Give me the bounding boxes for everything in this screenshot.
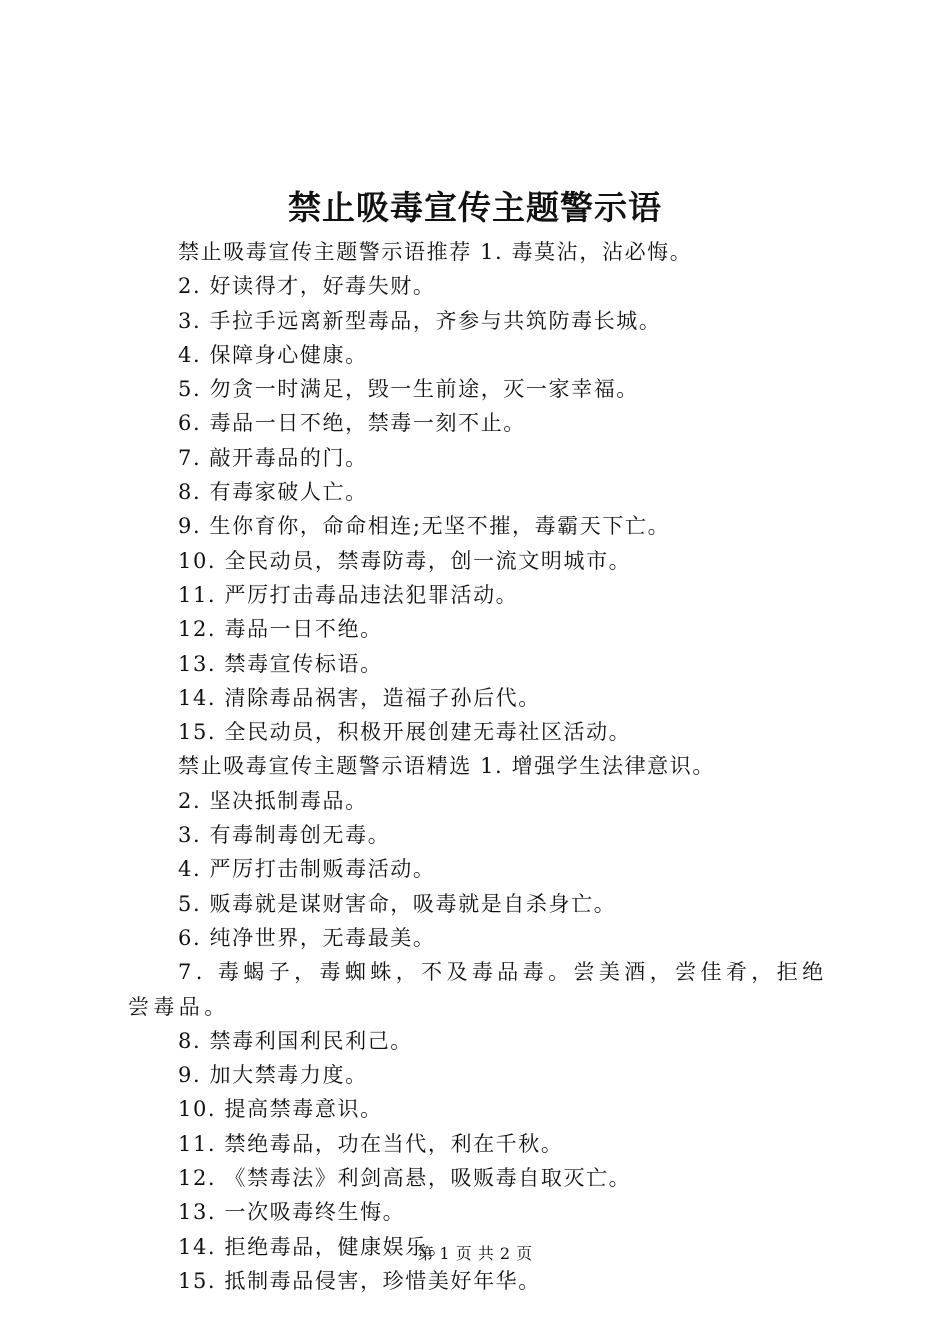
text-line: 14. 拒绝毒品，健康娱乐。 [178, 1234, 451, 1259]
text-line: 7. 毒蝎子，毒蜘蛛，不及毒品毒。尝美酒，尝佳肴，拒绝尝毒品。 [128, 960, 828, 1019]
text-line: 15. 抵制毒品侵害，珍惜美好年华。 [178, 1268, 541, 1293]
page-footer: 第 1 页 共 2 页 [417, 1244, 533, 1263]
text-line: 7. 敲开毒品的门。 [178, 445, 368, 470]
text-line: 15. 全民动员，积极开展创建无毒社区活动。 [178, 720, 632, 745]
text-line: 6. 纯净世界，无毒最美。 [178, 925, 436, 950]
text-line: 4. 保障身心健康。 [178, 342, 368, 367]
text-line: 14. 清除毒品祸害，造福子孙后代。 [178, 685, 541, 710]
text-line: 4. 严厉打击制贩毒活动。 [178, 857, 436, 882]
text-line: 12. 《禁毒法》利剑高悬，吸贩毒自取灭亡。 [178, 1166, 632, 1191]
text-line: 12. 毒品一日不绝。 [178, 617, 383, 642]
document-title: 禁止吸毒宣传主题警示语 [288, 188, 662, 227]
text-line: 禁止吸毒宣传主题警示语推荐 1. 毒莫沾，沾必悔。 [178, 240, 693, 264]
text-line: 9. 生你育你，命命相连;无坚不摧，毒霸天下亡。 [178, 514, 671, 539]
text-line: 11. 禁绝毒品，功在当代，利在千秋。 [178, 1131, 564, 1156]
text-line: 5. 勿贪一时满足，毁一生前途，灭一家幸福。 [178, 377, 639, 402]
text-line: 5. 贩毒就是谋财害命，吸毒就是自杀身亡。 [178, 891, 617, 916]
text-line: 13. 一次吸毒终生悔。 [178, 1200, 406, 1225]
document-body [128, 235, 838, 1298]
text-line: 8. 有毒家破人亡。 [178, 480, 368, 505]
text-line: 禁止吸毒宣传主题警示语精选 1. 增强学生法律意识。 [178, 754, 715, 779]
text-line: 8. 禁毒利国利民利己。 [178, 1028, 413, 1053]
text-line: 9. 加大禁毒力度。 [178, 1063, 368, 1088]
text-line: 6. 毒品一日不绝，禁毒一刻不止。 [178, 411, 526, 436]
text-line: 2. 好读得才，好毒失财。 [178, 274, 436, 299]
text-line: 3. 手拉手远离新型毒品，齐参与共筑防毒长城。 [178, 308, 662, 333]
text-line: 11. 严厉打击毒品违法犯罪活动。 [178, 582, 519, 607]
text-line: 3. 有毒制毒创无毒。 [178, 823, 391, 848]
text-line: 13. 禁毒宣传标语。 [178, 651, 383, 676]
text-line: 10. 提高禁毒意识。 [178, 1097, 383, 1122]
text-line: 10. 全民动员，禁毒防毒，创一流文明城市。 [178, 548, 632, 573]
text-line: 2. 坚决抵制毒品。 [178, 788, 368, 813]
